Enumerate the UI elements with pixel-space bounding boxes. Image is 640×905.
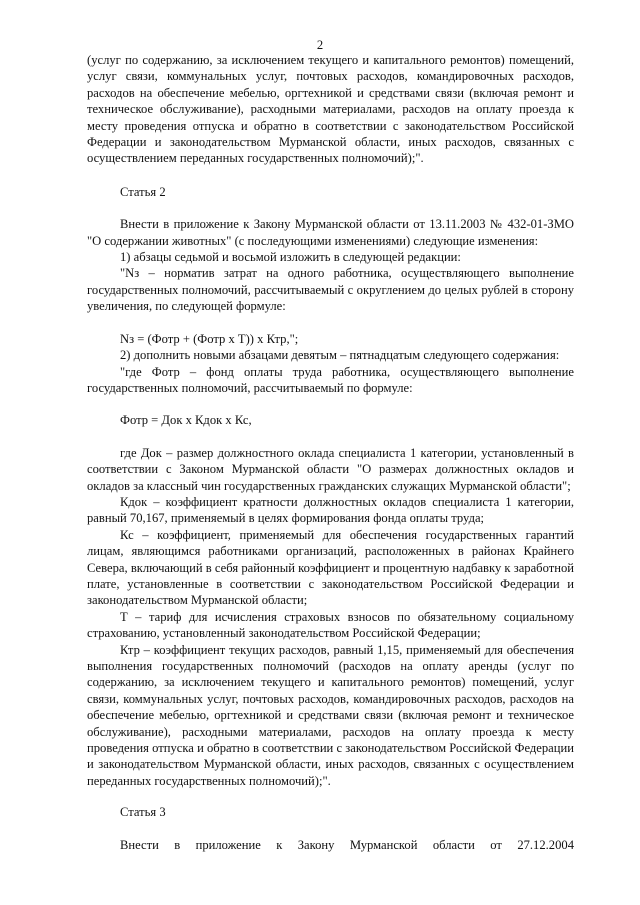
article-2-item-1: 1) абзацы седьмой и восьмой изложить в следующей редакции: xyxy=(120,250,461,265)
formula-fotr: Фотр = Док х Кдок х Кс, xyxy=(120,413,252,428)
definition-ks: Кс – коэффициент, применяемый для обеспечения государственных гарантий лицам, являющимся работниками организаций, расположенных в районах Крайнего Севера, включающий в себя районный коэффициент и процентную надбавку к заработной плате, установленные в соответствии с законодательством Российской Федерации и законодательством Мурманской области; xyxy=(87,527,574,608)
definition-kdok: Кдок – коэффициент кратности должностных окладов специалиста 1 категории, равный 70,167, применяемый в целях формирования фонда оплаты труда; xyxy=(87,494,574,526)
article-3-intro: Внести в приложение к Закону Мурманской области от 27.12.2004 xyxy=(120,837,574,852)
definition-ktr: Ктр – коэффициент текущих расходов, равный 1,15, применяемый для обеспечения выполнения государственных полномочий (расходов на оплату аренды (услуг по содержанию, за исключением текущего и капитального ремонтов) помещений, услуг связи, коммунальных услуг, почтовых расходов, командировочных расходов, расходов на обеспечение мебелью, оргтехникой и средствами связи (включая ремонт и техническое обслуживание), расходными материалами, расходов на оплату проезда к месту проведения отпуска и обратно в соответствии с законодательством Российской Федерации и законодательством Мурманской области, иных расходов, связанных с осуществлением переданных государственных полномочий);". xyxy=(87,642,574,788)
definition-dok: где Док – размер должностного оклада специалиста 1 категории, установленный в соответствии с Законом Мурманской области "О размерах должностных окладов и окладов за классный чин государственных гражданских служащих Мурманской области"; xyxy=(87,445,574,493)
definition-t: Т – тариф для исчисления страховых взносов по обязательному социальному страхованию, установленный законодательством Российской Федерации; xyxy=(87,609,574,641)
formula-nz: Nз = (Фотр + (Фотр х Т)) х Ктр,"; xyxy=(120,331,299,346)
article-2-heading: Статья 2 xyxy=(120,184,166,199)
article-3-heading: Статья 3 xyxy=(120,805,166,820)
article-2-item-1-text: "Nз – норматив затрат на одного работника, осуществляющего выполнение государственных полномочий, рассчитываемый с округлением до целых рублей в сторону увеличения, по следующей формуле: xyxy=(87,266,574,314)
article-2-item-2: 2) дополнить новыми абзацами девятым – пятнадцатым следующего содержания: xyxy=(120,348,560,363)
article-2-item-2-text: "где Фотр – фонд оплаты труда работника, осуществляющего выполнение государственных полномочий, рассчитываемый по формуле: xyxy=(87,364,574,395)
document-body xyxy=(87,52,574,853)
continuation-paragraph: (услуг по содержанию, за исключением текущего и капитального ремонтов) помещений, услуг связи, коммунальных услуг, почтовых расходов, командировочных расходов, расходов на обеспечение мебелью, оргтехникой и средствами связи (включая ремонт и техническое обслуживание), расходными материалами, расходов на оплату проезда к месту проведения отпуска и обратно в соответствии с законодательством Российской Федерации и законодательством Мурманской области, иных расходов, связанных с осуществлением переданных государственных полномочий);". xyxy=(87,53,574,166)
page-number: 2 xyxy=(316,38,324,52)
article-2-intro: Внести в приложение к Закону Мурманской области от 13.11.2003 № 432-01-ЗМО "О содержании животных" (с последующими изменениями) следующие изменения: xyxy=(87,217,574,248)
